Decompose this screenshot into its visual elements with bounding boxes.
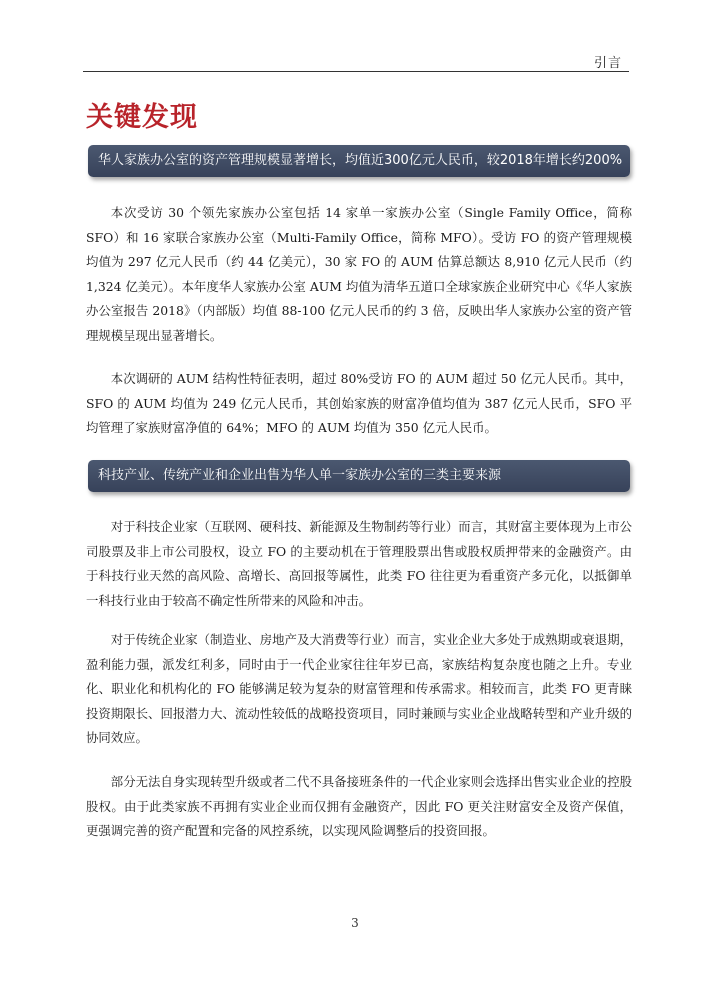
body-paragraph: 本次调研的 AUM 结构性特征表明，超过 80%受访 FO 的 AUM 超过 50 亿元人民币。其中，SFO 的 AUM 均值为 249 亿元人民币，其创始家族的财富净值均值为 387 亿元人民币，SFO 平均管理了家族财富净值的 64%；MFO 的 AUM 均值为 350 亿元人民币。 — [86, 371, 632, 435]
finding-banner-2: 科技产业、传统产业和企业出售为华人单一家族办公室的三类主要来源 — [88, 460, 630, 492]
page-title: 关键发现 — [86, 102, 198, 133]
page-number: 3 — [351, 916, 359, 930]
body-paragraph: 本次受访 30 个领先家族办公室包括 14 家单一家族办公室（Single Family Office，简称 SFO）和 16 家联合家族办公室（Multi-Family Office，简称 MFO）。受访 FO 的资产管理规模均值为 297 亿元人民币（约 44 亿美元），30 家 FO 的 AUM 估算总额达 8,910 亿元人民币（约 1,324 亿美元）。本年度华人家族办公室 AUM 均值为清华五道口全球家族企业研究中心《华人家族办公室报告 2018》（内部版）均值 88-100 亿元人民币的约 3 倍，反映出华人家族办公室的资产管理规模呈现出显著增长。 — [86, 205, 632, 343]
body-paragraph: 部分无法自身实现转型升级或者二代不具备接班条件的一代企业家则会选择出售实业企业的控股股权。由于此类家族不再拥有实业企业而仅拥有金融资产，因此 FO 更关注财富安全及资产保值，更强调完善的资产配置和完备的风控系统，以实现风险调整后的投资回报。 — [86, 774, 632, 838]
body-paragraph: 对于传统企业家（制造业、房地产及大消费等行业）而言，实业企业大多处于成熟期或衰退期，盈利能力强，派发红利多，同时由于一代企业家往往年岁已高，家族结构复杂度也随之上升。专业化、职业化和机构化的 FO 能够满足较为复杂的财富管理和传承需求。相较而言，此类 FO 更青睐投资期限长、回报潜力大、流动性较低的战略投资项目，同时兼顾与实业企业战略转型和产业升级的协同效应。 — [86, 632, 632, 745]
finding-banner-1: 华人家族办公室的资产管理规模显著增长，均值近300亿元人民币，较2018年增长约200% — [88, 145, 630, 177]
section-label: 引言 — [593, 56, 622, 71]
header-divider — [83, 71, 629, 72]
body-paragraph: 对于科技企业家（互联网、硬科技、新能源及生物制药等行业）而言，其财富主要体现为上市公司股票及非上市公司股权，设立 FO 的主要动机在于管理股票出售或股权质押带来的金融资产。由于科技行业天然的高风险、高增长、高回报等属性，此类 FO 往往更为看重资产多元化，以抵御单一科技行业由于较高不确定性所带来的风险和冲击。 — [86, 519, 632, 608]
